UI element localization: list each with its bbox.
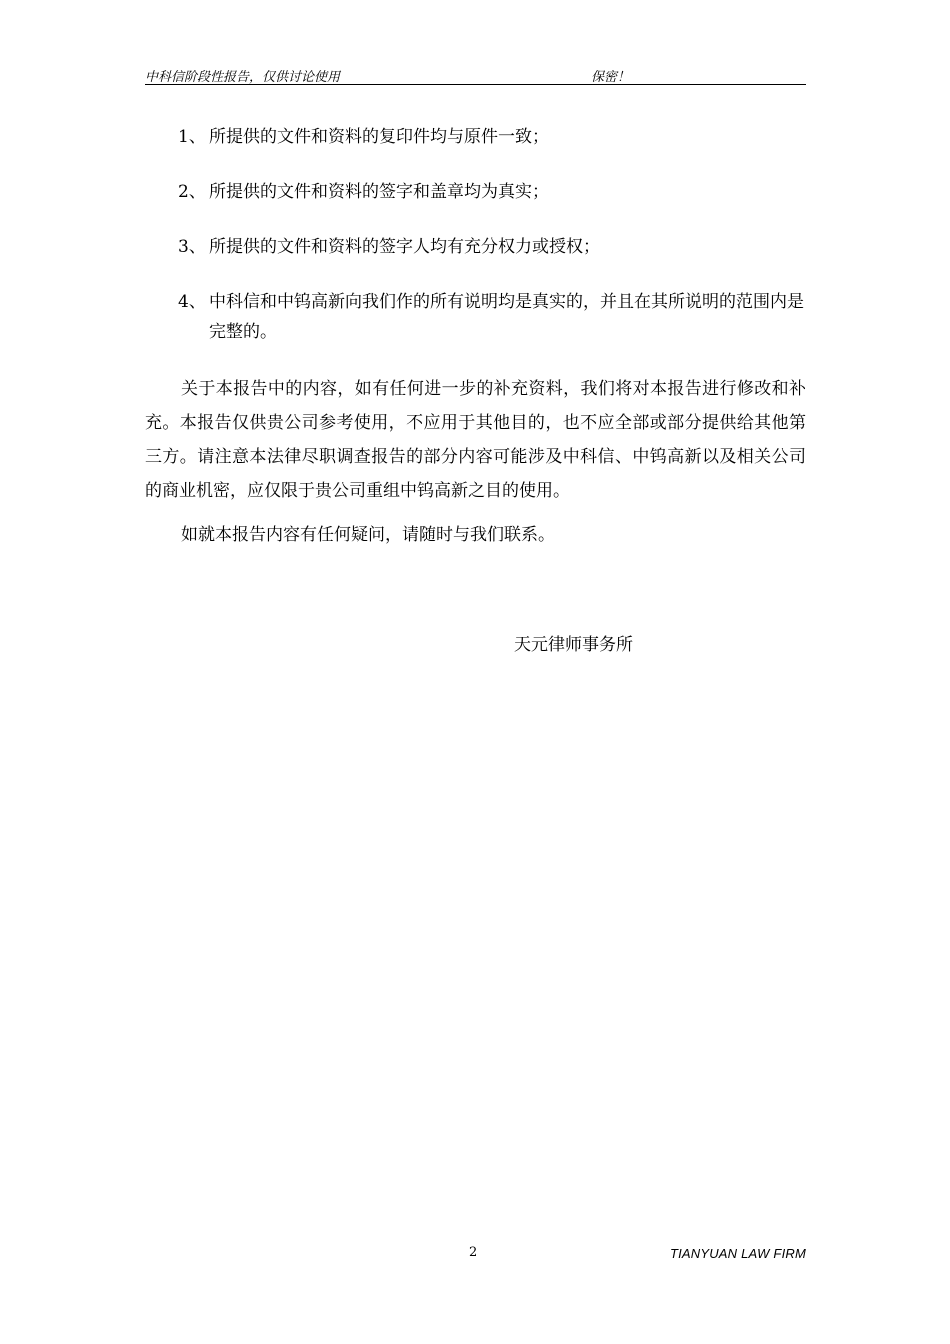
list-item-number: 1、 — [178, 127, 206, 147]
list-item — [145, 177, 806, 207]
header-confidential: 保密！ — [591, 70, 631, 85]
list-item — [145, 287, 806, 347]
list-item — [145, 122, 806, 152]
list-item-number: 3、 — [178, 237, 206, 257]
list-item-text: 中科信和中钨高新向我们作的所有说明均是真实的，并且在其所说明的范围内是完整的。 — [209, 292, 804, 342]
body-paragraph-scope: 关于本报告中的内容，如有任何进一步的补充资料，我们将对本报告进行修改和补充。本报告仅供贵公司参考使用，不应用于其他目的，也不应全部或部分提供给其他第三方。请注意本法律尽职调查报告的部分内容可能涉及中科信、中钨高新以及相关公司的商业机密，应仅限于贵公司重组中钨高新之目的使用。 — [145, 379, 806, 501]
list-item-text: 所提供的文件和资料的签字人均有充分权力或授权； — [209, 237, 600, 257]
body-paragraph-contact: 如就本报告内容有任何疑问，请随时与我们联系。 — [181, 525, 555, 545]
footer-firm-name: TIANYUAN LAW FIRM — [669, 1246, 806, 1261]
list-item-number: 2、 — [178, 182, 206, 202]
list-item-number: 4、 — [178, 292, 206, 312]
list-item-text: 所提供的文件和资料的复印件均与原件一致； — [209, 127, 549, 147]
assumption-list — [145, 122, 806, 372]
list-item-text: 所提供的文件和资料的签字和盖章均为真实； — [209, 182, 549, 202]
list-item — [145, 232, 806, 262]
page-header — [145, 62, 806, 85]
page-number: 2 — [469, 1245, 478, 1260]
signature-firm-name: 天元律师事务所 — [514, 635, 633, 655]
header-title: 中科信阶段性报告，仅供讨论使用 — [145, 70, 341, 85]
